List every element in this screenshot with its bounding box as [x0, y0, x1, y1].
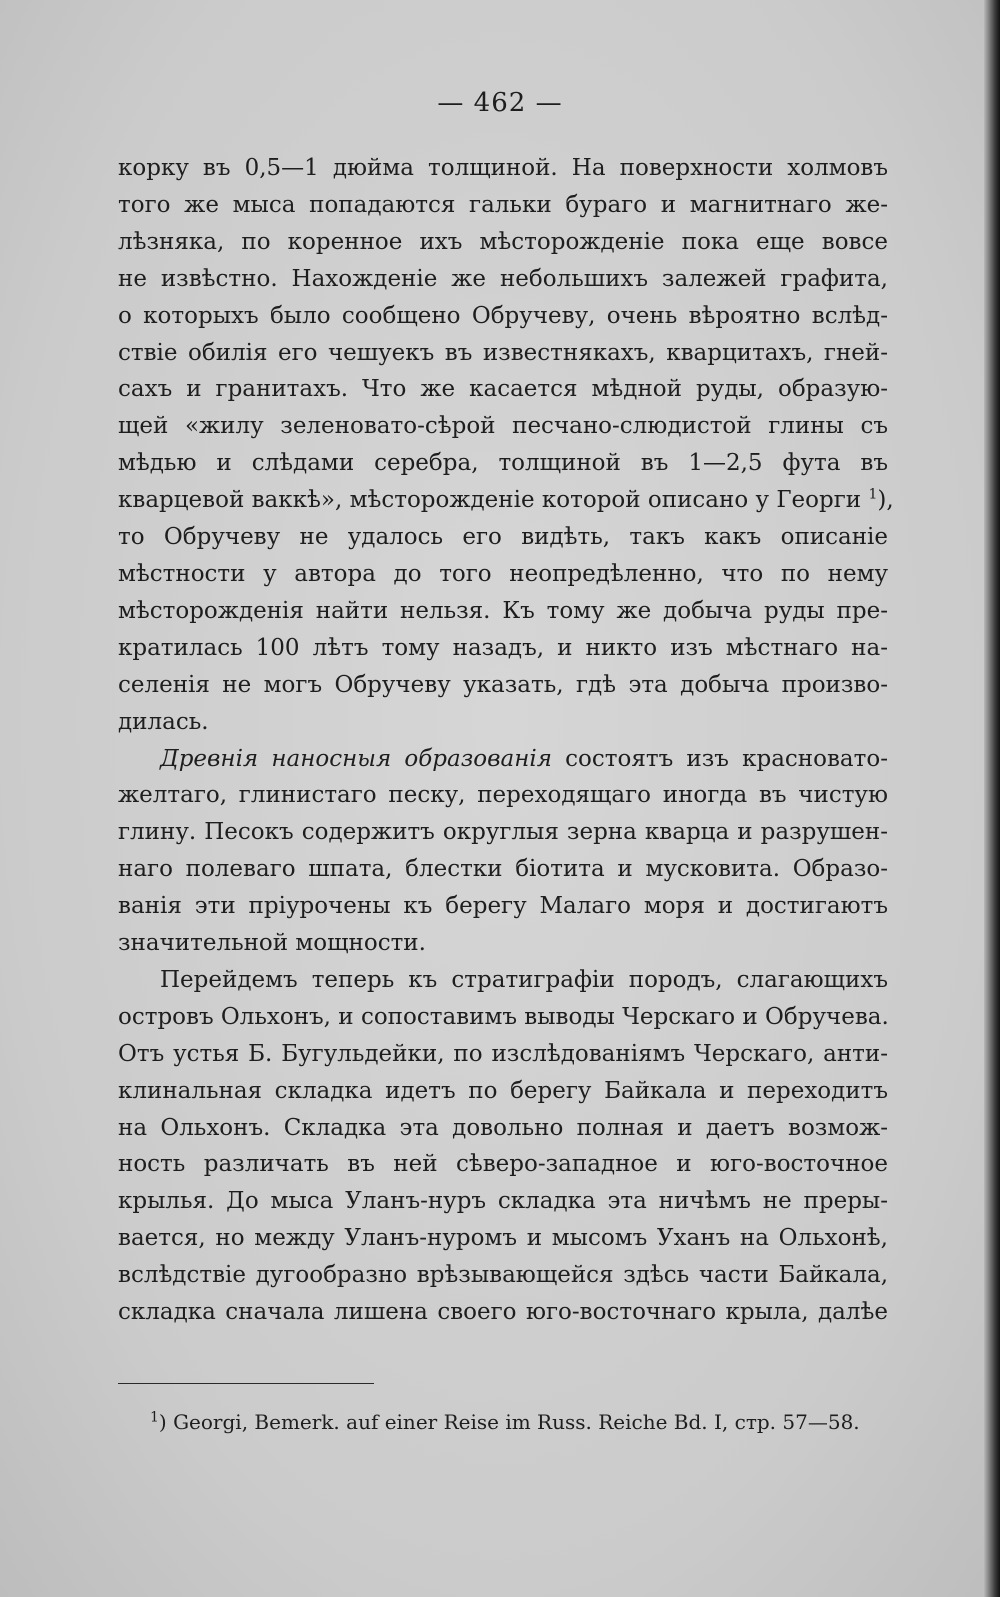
text-line: на Ольхонъ. Складка эта довольно полная и даетъ возмож-	[118, 1114, 888, 1141]
text-line: ствіе обилія его чешуекъ въ известнякахъ, кварцитахъ, гней-	[118, 339, 888, 366]
text-line: клинальная складка идетъ по берегу Байкала и переходитъ	[118, 1077, 888, 1104]
text-segment: состоятъ изъ красновато-	[551, 745, 888, 772]
footnote-reference: 1	[868, 486, 878, 503]
text-line: щей «жилу зеленовато-сѣрой песчано-слюдистой глины съ	[118, 413, 888, 440]
text-line: Отъ устья Б. Бугульдейки, по изслѣдованіямъ Черскаго, анти-	[118, 1040, 888, 1067]
text-line: глину. Песокъ содержитъ округлыя зерна кварца и разрушен-	[118, 819, 888, 846]
body-text	[118, 150, 894, 1331]
paragraph-first-line: Перейдемъ теперь къ стратиграфіи породъ, слагающихъ	[160, 966, 888, 993]
text-line: наго полеваго шпата, блестки біотита и мусковита. Образо-	[118, 856, 888, 883]
text-line: корку въ 0,5—1 дюйма толщиной. На поверхности холмовъ	[118, 155, 888, 181]
text-line: сахъ и гранитахъ. Что же касается мѣдной руды, образую-	[118, 376, 888, 403]
footnote-mark: 1	[150, 1409, 159, 1426]
text-line: о которыхъ было сообщено Обручеву, очень вѣроятно вслѣд-	[118, 302, 888, 329]
text-line: вслѣдствіе дугообразно врѣзывающейся здѣсь части Байкала,	[118, 1262, 888, 1289]
text-line: не извѣстно. Нахожденіе же небольшихъ залежей графита,	[118, 265, 888, 292]
text-line: селенія не могъ Обручеву указать, гдѣ эта добыча произво-	[118, 671, 888, 698]
footnote-reference-close: ),	[877, 487, 894, 514]
footnote-text: ) Georgi, Bemerk. auf einer Reise im Russ. Reiche Bd. I, стр. 57—58.	[158, 1410, 860, 1434]
text-line: значительной мощности.	[118, 930, 426, 957]
text-line: крылья. До мыса Уланъ-нуръ складка эта ничѣмъ не преры-	[118, 1188, 888, 1215]
text-line: вается, но между Уланъ-нуромъ и мысомъ Уханъ на Ольхонѣ,	[118, 1225, 888, 1252]
text-line: того же мыса попадаются гальки бураго и магнитнаго же-	[118, 191, 888, 218]
text-line: мѣсторожденія найти нельзя. Къ тому же добыча руды пре-	[118, 597, 888, 624]
section-heading-italic: Древнія наносныя образованія	[160, 745, 552, 772]
footnote	[150, 1408, 888, 1436]
text-line: островъ Ольхонъ, и сопоставимъ выводы Черскаго и Обручева.	[118, 1003, 889, 1030]
text-line: то Обручеву не удалось его видѣть, такъ какъ описаніе	[118, 524, 888, 551]
text-line: мѣстности у автора до того неопредѣленно, что по нему	[118, 560, 888, 587]
text-line: ванія эти пріурочены къ берегу Малаго моря и достигаютъ	[118, 893, 888, 920]
text-line: кратилась 100 лѣтъ тому назадъ, и никто изъ мѣстнаго на-	[118, 634, 888, 661]
text-line-with-footnote-ref	[118, 482, 894, 519]
page-number: — 462 —	[437, 88, 563, 118]
text-line: лѣзняка, по коренное ихъ мѣсторожденіе пока еще вовсе	[118, 228, 888, 255]
footnote-divider	[118, 1383, 374, 1384]
text-segment: кварцевой ваккѣ», мѣсторожденіе которой описано у Георги	[118, 487, 862, 514]
paragraph-first-line	[118, 741, 888, 778]
text-line: дилась.	[118, 708, 209, 735]
text-line: складка сначала лишена своего юго-восточнаго крыла, далѣе	[118, 1299, 888, 1326]
page-edge-shadow	[984, 0, 1000, 1597]
text-line: мѣдью и слѣдами серебра, толщиной въ 1—2,5 фута въ	[118, 450, 888, 477]
text-line: ность различать въ ней сѣверо-западное и юго-восточное	[118, 1151, 888, 1178]
text-line: желтаго, глинистаго песку, переходящаго иногда въ чистую	[118, 782, 888, 809]
